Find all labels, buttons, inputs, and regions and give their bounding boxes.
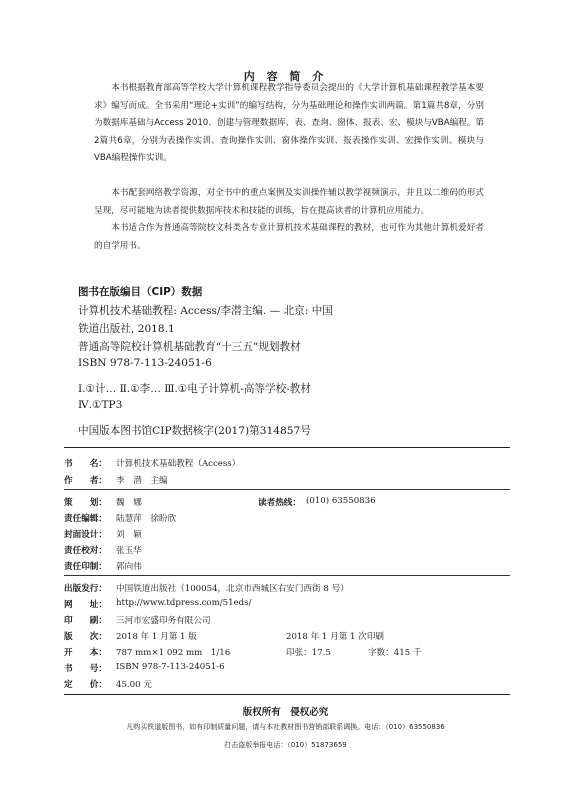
cip-line: ISBN 978-7-113-24051-6 [78, 357, 212, 369]
planner-label: 策 划： [64, 498, 107, 508]
cip-line: Ⅳ.①TP3 [78, 399, 123, 411]
divider [64, 489, 510, 490]
anti-piracy-hotline: 打击盗版举报电话：（010）51873659 [224, 741, 347, 749]
publisher-label: 出版发行： [64, 584, 107, 594]
reader-hotline-value: (010) 63550836 [306, 496, 376, 506]
editor-value: 陆慧萍 徐盼欣 [116, 514, 177, 524]
divider [64, 694, 510, 695]
author-value: 李 潜 主编 [116, 476, 168, 486]
author-label: 作 者： [64, 476, 107, 486]
intro-paragraph-1: 本书根据教育部高等学校大学计算机课程教学指导委员会提出的《大学计算机基础课程教学基本要求》编写而成。全书采用“理论+实训”的编写结构，分为基础理论和操作实训两篇。第1篇共8章，分别为数据库基础与Access 2010、创建与管理数据库、表、查询、窗体、报表、宏、模块与VBA编程。第2篇共6章，分别为表操作实训、查询操作实训、窗体操作实训、报表操作实训、宏操作实训、模块与VBA编程操作实训。 [94, 83, 484, 163]
printer-value: 三河市宏盛印务有限公司 [116, 616, 211, 626]
format-label: 开 本： [64, 648, 107, 658]
sheets-value: 印张：17.5 [286, 648, 331, 658]
intro-paragraph-3: 本书适合作为普通高等院校文科类各专业计算机技术基础课程的教材，也可作为其他计算机爱好者的自学用书。 [94, 223, 484, 251]
isbn-label: 书 号： [64, 664, 107, 674]
reader-hotline-label: 读者热线： [258, 498, 301, 508]
cover-design-label: 封面设计： [64, 530, 107, 540]
website-value: http://www.tdpress.com/51eds/ [116, 598, 252, 608]
cip-line: Ⅰ.①计… Ⅱ.①李… Ⅲ.①电子计算机-高等学校-教材 [78, 383, 311, 395]
intro-paragraph-2: 本书配套网络教学资源，对全书中的重点案例及实训操作辅以教学视频演示，并且以二维码的形式呈现，尽可能地为读者提供数据库技术和技能的训练，旨在提高读者的计算机应用能力。 [94, 188, 484, 216]
print-manager-label: 责任印制： [64, 562, 107, 572]
printing-value: 2018 年 1 月第 1 次印刷 [286, 632, 385, 642]
cip-number: 中国版本图书馆CIP数据核字(2017)第314857号 [78, 425, 311, 437]
copyright-notice: 版权所有 侵权必究 [242, 707, 329, 718]
book-name-label: 书 名： [64, 459, 107, 469]
word-count-value: 字数：415 千 [368, 648, 422, 658]
edition-label: 版 次： [64, 632, 107, 642]
planner-value: 魏 娜 [116, 498, 142, 508]
cip-line: 计算机技术基础教程: Access/李潜主编. — 北京: 中国 [78, 305, 333, 317]
cover-design-value: 刘 颖 [116, 530, 142, 540]
price-label: 定 价： [64, 680, 107, 690]
format-value: 787 mm×1 092 mm 1/16 [116, 648, 231, 658]
proofreader-value: 张玉华 [116, 546, 142, 556]
book-name-value: 计算机技术基础教程（Access） [116, 459, 241, 469]
page-title: 内 容 简 介 [243, 70, 328, 83]
edition-value: 2018 年 1 月第 1 版 [116, 632, 197, 642]
price-value: 45.00 元 [116, 680, 152, 690]
quality-notice: 凡购买铁道版图书，如有印制质量问题，请与本社教材图书营销部联系调换。电话：（010）63550836 [126, 723, 445, 731]
isbn-value: ISBN 978-7-113-24051-6 [116, 662, 225, 672]
divider [64, 447, 510, 448]
cip-line: 铁道出版社, 2018.1 [78, 323, 175, 335]
cip-line: 普通高等院校计算机基础教育“十三五”规划教材 [78, 341, 301, 353]
editor-label: 责任编辑： [64, 514, 107, 524]
print-manager-value: 郭向伟 [116, 562, 142, 572]
proofreader-label: 责任校对： [64, 546, 107, 556]
divider [64, 575, 510, 576]
website-label: 网 址： [64, 600, 107, 610]
cip-heading: 图书在版编目（CIP）数据 [78, 286, 203, 298]
printer-label: 印 刷： [64, 616, 107, 626]
publisher-value: 中国铁道出版社（100054，北京市西城区右安门西街 8 号） [116, 584, 349, 594]
